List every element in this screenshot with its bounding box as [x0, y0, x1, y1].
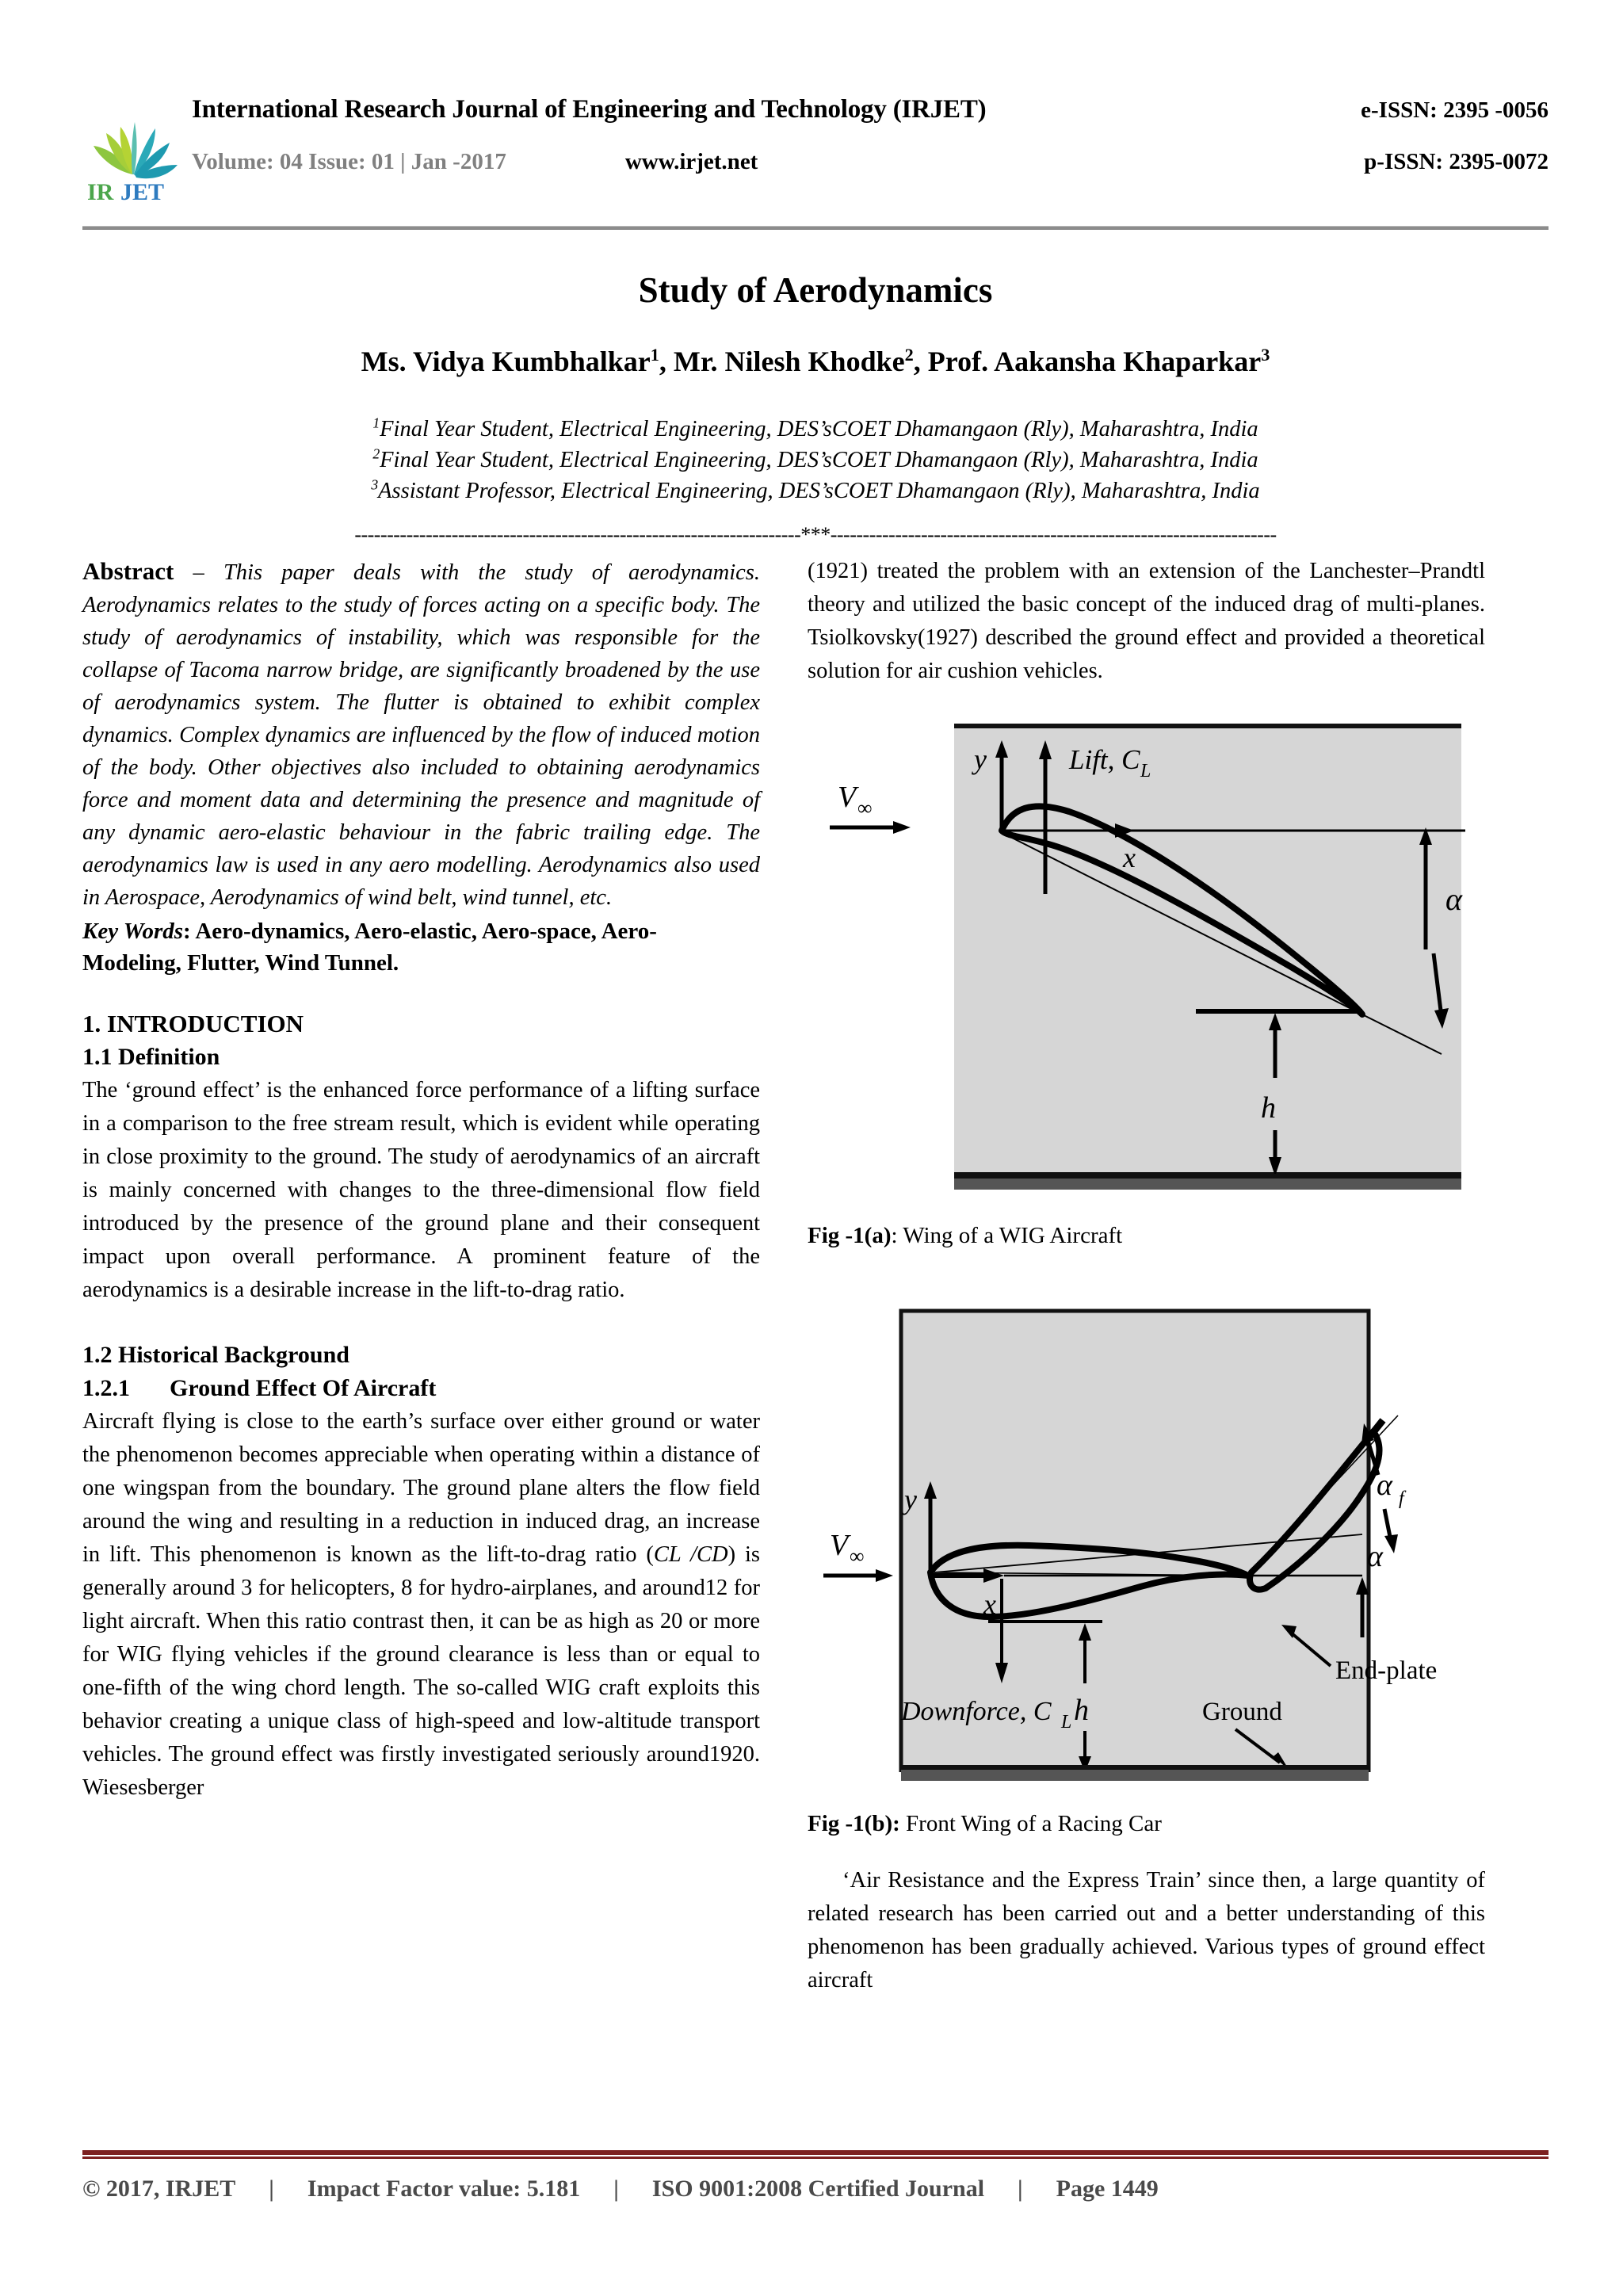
figure-1b-ground-slab [901, 1765, 1369, 1781]
svg-text:Ground: Ground [1202, 1698, 1282, 1726]
abstract-dash: – [174, 560, 223, 585]
svg-text:f: f [1399, 1488, 1404, 1509]
author-1-sup: 1 [650, 345, 659, 365]
right-top-paragraph: (1921) treated the problem with an extension of the Lanchester–Prandtl theory and utilized the basic concept of the induced drag of multi-planes. Tsiolkovsky(1927) described the ground effect and provided a theoretical solution for air cushion vehicles. [808, 559, 1485, 683]
svg-text:Downforce, C: Downforce, C [901, 1697, 1052, 1726]
footer-separator-1: | [269, 2176, 274, 2202]
page-footer [82, 2176, 1549, 2202]
section-heading-introduction: 1. INTRODUCTION [82, 1010, 304, 1037]
figure-1a-caption-text: : Wing of a WIG Aircraft [891, 1223, 1123, 1248]
svg-text:L: L [1140, 761, 1151, 781]
figure-1b [808, 1297, 1485, 1837]
affiliation-2 [82, 445, 1549, 476]
svg-text:V: V [830, 1529, 849, 1562]
footer-divider [82, 2150, 1549, 2159]
svg-text:α: α [1367, 1540, 1383, 1573]
star-separator: ---------------------------------------------------------------------***--------------------------------------------------------------------- [354, 523, 1277, 544]
svg-text:L: L [1061, 1712, 1072, 1733]
footer-impact-factor: Impact Factor value: 5.181 [307, 2176, 581, 2202]
svg-text:∞: ∞ [857, 797, 873, 819]
author-sep-2: , [913, 346, 928, 377]
svg-text:y: y [974, 743, 987, 775]
svg-text:IR: IR [87, 179, 114, 203]
author-list [82, 345, 1549, 378]
svg-text:End-plate: End-plate [1335, 1656, 1438, 1685]
section-heading-ground-effect-of-aircraft [82, 1372, 760, 1405]
figure-1b-caption [808, 1811, 1485, 1837]
p-issn: p-ISSN: 2395-0072 [1364, 149, 1549, 174]
page-title: Study of Aerodynamics [638, 270, 993, 310]
ground-effect-paragraph [82, 1405, 760, 1805]
figure-1b-diagram [808, 1297, 1485, 1772]
affiliation-list [82, 414, 1549, 506]
definition-paragraph: The ‘ground effect’ is the enhanced force performance of a lifting surface in a comparison to the free stream result, which is evident while operating in close proximity to the ground. The study of aerodynamics of an aircraft is mainly concerned with changes to the three-dimensional flow field introduced by the presence of the ground plane and their consequent impact upon overall performance. A prominent feature of the aerodynamics is a desirable increase in the lift-to-drag ratio. [82, 1078, 760, 1302]
abstract-text: This paper deals with the study of aerodynamics. Aerodynamics relates to the study of forces acting on a specific body. The study of aerodynamics of instability, which was responsible for the collapse of Tacoma narrow bridge, are significantly broadened by the use of aerodynamics system. The flutter is obtained to exhibit complex dynamics. Complex dynamics are influenced by the flow of induced motion of the body. Other objectives also included to obtaining aerodynamics force and moment data and determining the presence and magnitude of any dynamic aero-elastic behaviour in the fabric trailing edge. The aerodynamics law is used in any aero modelling. Aerodynamics also used in Aerospace, Aerodynamics of wind belt, wind tunnel, etc. [82, 560, 761, 910]
affiliation-2-sup: 2 [372, 445, 380, 462]
affiliation-1-sup: 1 [372, 415, 380, 431]
keywords [82, 915, 760, 979]
masthead-text [192, 95, 1549, 197]
footer-separator-2: | [613, 2176, 619, 2202]
footer-separator-3: | [1018, 2176, 1023, 2202]
abstract-label: Abstract [82, 557, 174, 585]
author-3: Prof. Aakansha Khaparkar [927, 346, 1262, 377]
figure-1a [808, 712, 1485, 1249]
journal-website: www.irjet.net [624, 149, 758, 174]
ground-effect-formula: CL /CD [653, 1542, 728, 1567]
volume-issue: Volume: 04 Issue: 01 | Jan -2017 [192, 149, 506, 174]
irjet-logo [82, 101, 184, 203]
section-heading-definition: 1.1 Definition [82, 1044, 220, 1070]
e-issn: e-ISSN: 2395 -0056 [1361, 97, 1549, 123]
right-bottom-paragraph: ‘Air Resistance and the Express Train’ since then, a large quantity of related research has been carried out and a better understanding of this phenomenon has been gradually achieved. Various types of ground effect aircraft [808, 1868, 1485, 1992]
affiliation-2-text: Final Year Student, Electrical Engineering, DES’sCOET Dhamangaon (Rly), Maharashtra, India [380, 448, 1258, 472]
section-heading-historical-background: 1.2 Historical Background [82, 1342, 349, 1368]
figure-1a-ground-slab [954, 1174, 1461, 1190]
svg-text:Lift, C: Lift, C [1069, 744, 1140, 775]
figure-1a-velocity-arrow [830, 821, 911, 834]
author-3-sup: 3 [1261, 345, 1270, 365]
ground-effect-title: Ground Effect Of Aircraft [170, 1375, 437, 1401]
affiliation-3-text: Assistant Professor, Electrical Engineering, DES’sCOET Dhamangaon (Rly), Maharashtra, India [378, 479, 1260, 503]
svg-text:x: x [983, 1588, 996, 1620]
figure-1a-caption-label: Fig -1(a) [808, 1223, 892, 1248]
svg-text:V: V [838, 781, 857, 814]
keywords-text: : Aero-dynamics, Aero-elastic, Aero-space, Aero- Modeling, Flutter, Wind Tunnel. [82, 919, 657, 976]
figure-1a-diagram [808, 712, 1485, 1187]
left-column [82, 555, 760, 1805]
right-column [808, 555, 1485, 1997]
irjet-logo-icon [82, 101, 184, 203]
author-2-sup: 2 [904, 345, 914, 365]
svg-text:h: h [1074, 1694, 1089, 1727]
author-sep-1: , [659, 346, 674, 377]
affiliation-1 [82, 414, 1549, 445]
footer-page-number: Page 1449 [1056, 2176, 1159, 2202]
keywords-label: Key Words [82, 919, 184, 944]
journal-title: International Research Journal of Engineering and Technology (IRJET) [192, 95, 987, 124]
svg-text:α: α [1445, 881, 1462, 917]
affiliation-3 [82, 476, 1549, 506]
ground-effect-text-1: Aircraft flying is close to the earth’s surface over either ground or water the phenomenon becomes appreciable when operating within a distance of one wingspan from the boundary. The ground plane alters the flow field around the wing and resulting in a reduction in induced drag, an increase in lift. This phenomenon is known as the lift-to-drag ratio ( [82, 1409, 760, 1567]
masthead-row-bottom [192, 149, 1549, 197]
svg-text:α: α [1377, 1469, 1392, 1502]
svg-text:y: y [904, 1484, 917, 1515]
ground-effect-number: 1.2.1 [82, 1375, 130, 1401]
author-2: Mr. Nilesh Khodke [673, 346, 905, 377]
ground-effect-text-2: ) is generally around 3 for helicopters, 8 for hydro-airplanes, and around12 for light aircraft. When this ratio contrast then, it can be as high as 20 or more for WIG flying vehicles if the ground clearance is less than or equal to one-fifth of the wing chord length. The so-called WIG craft exploits this behavior creating a unique class of high-speed and low-altitude transport vehicles. The ground effect was firstly investigated seriously around1920. Wiesesberger [82, 1542, 761, 1800]
figure-1b-caption-label: Fig -1(b): [808, 1811, 900, 1836]
svg-text:∞: ∞ [850, 1545, 865, 1568]
masthead-row-top [192, 95, 1549, 149]
masthead [82, 95, 1549, 214]
abstract-paragraph [82, 555, 760, 914]
page-sheet [51, 0, 1572, 2296]
svg-text:h: h [1261, 1091, 1276, 1125]
affiliation-3-sup: 3 [371, 476, 379, 493]
figure-1b-velocity-arrow [823, 1569, 893, 1582]
header-divider [82, 226, 1549, 230]
figure-1a-caption [808, 1223, 1485, 1249]
footer-iso-certification: ISO 9001:2008 Certified Journal [651, 2176, 985, 2202]
svg-text:JET: JET [120, 179, 165, 203]
author-1: Ms. Vidya Kumbhalkar [361, 346, 651, 377]
footer-copyright: © 2017, IRJET [82, 2176, 236, 2202]
figure-1b-caption-text: Front Wing of a Racing Car [899, 1811, 1162, 1836]
svg-text:x: x [1123, 842, 1136, 873]
affiliation-1-text: Final Year Student, Electrical Engineering, DES’sCOET Dhamangaon (Rly), Maharashtra, India [380, 417, 1258, 441]
